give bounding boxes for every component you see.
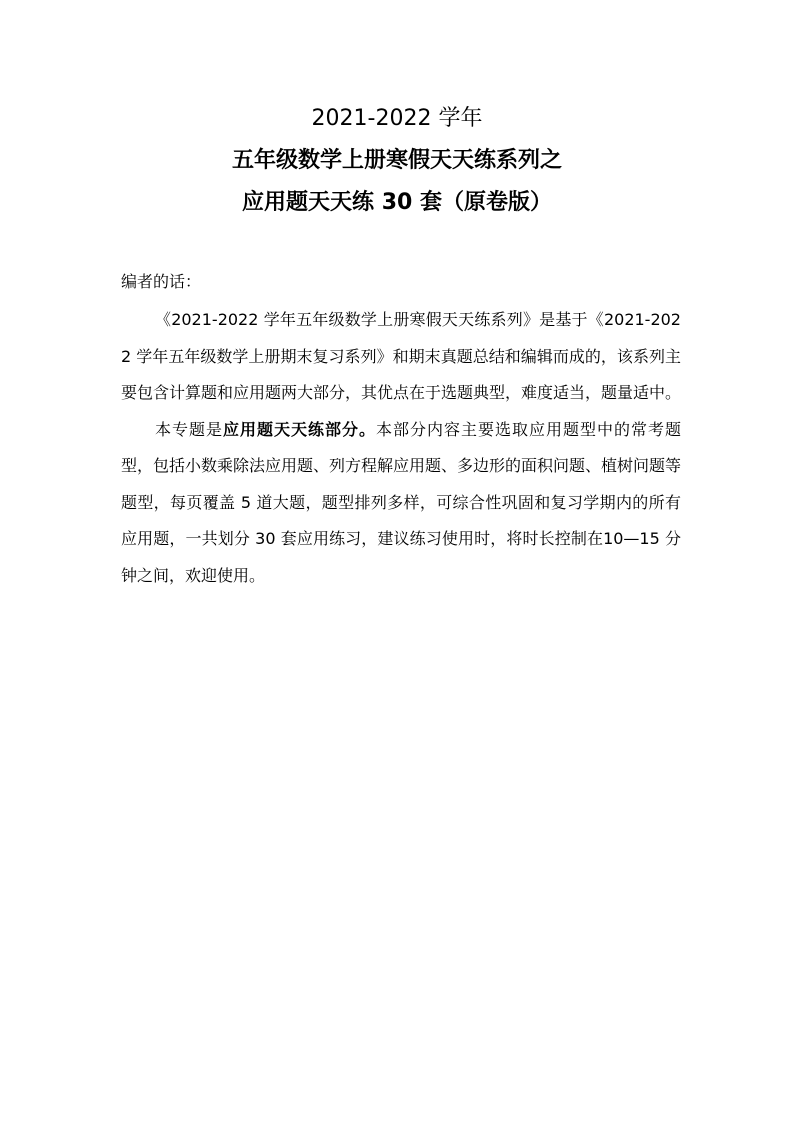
title-year: 2021-2022 学年 [311,106,483,131]
paragraph-topic-emphasis: 应用题天天练部分。 [223,419,376,439]
paragraph-series-intro: 《2021-2022 学年五年级数学上册寒假天天练系列》是基于《2021-2022 学年五年级数学上册期末复习系列》和期末真题总结和编辑而成的，该系列主要包含计算题和应用题两大部分，其优点在于选题典型，难度适当，题量适中。 [121,310,682,402]
title-series: 五年级数学上册寒假天天练系列之 [231,148,562,173]
paragraph-topic-intro [121,412,681,595]
editor-note [121,264,681,594]
title-subtitle: 应用题天天练 30 套（原卷版） [242,190,552,215]
document-title [0,98,794,224]
paragraph-topic-lead: 本专题是 [155,419,223,439]
paragraph-topic-rest: 本部分内容主要选取应用题型中的常考题型，包括小数乘除法应用题、列方程解应用题、多边形的面积问题、植树问题等题型，每页覆盖 5 道大题，题型排列多样，可综合性巩固和复习学期内的所有应用题，一共划分 30 套应用练习，建议练习使用时，将时长控制在10—15 分钟之间，欢迎使用。 [121,419,682,585]
editor-note-label: 编者的话： [121,272,202,291]
